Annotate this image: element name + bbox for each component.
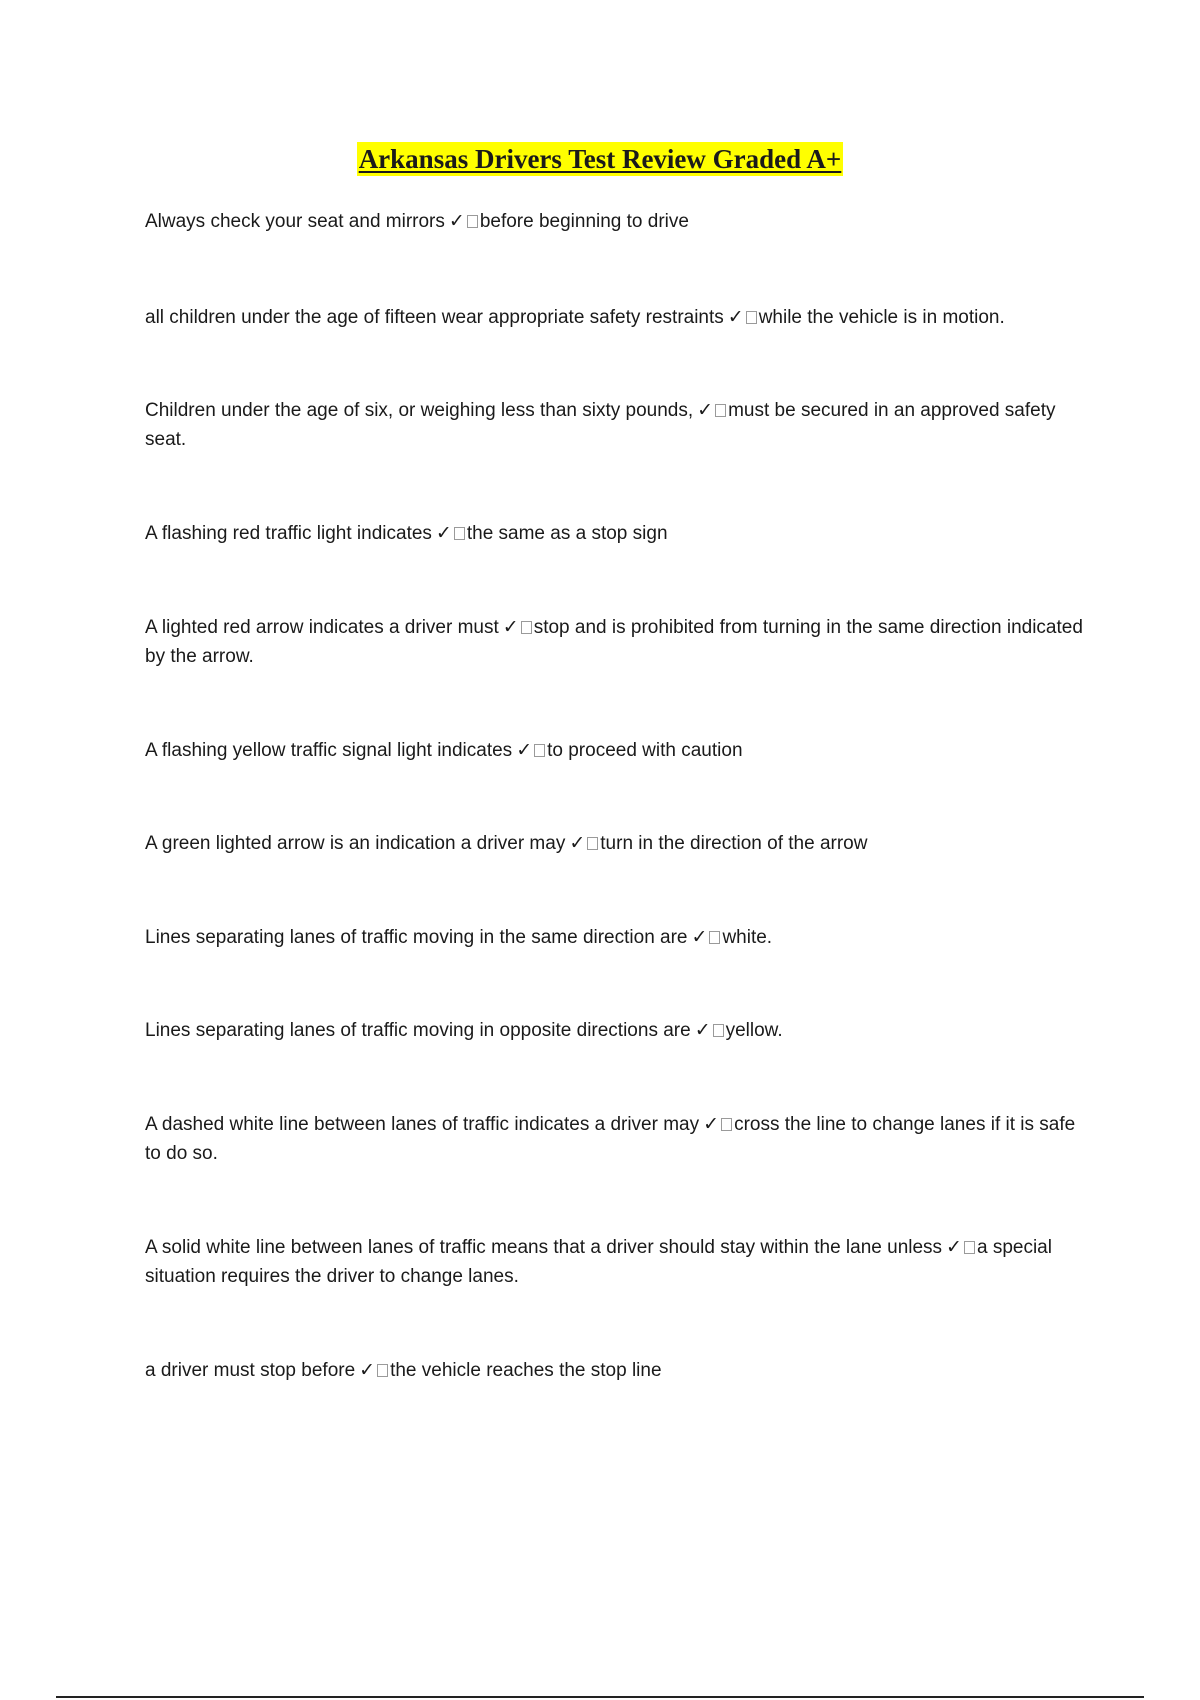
check-mark-icon: ✓ (448, 210, 465, 232)
qa-item (145, 736, 1090, 765)
footer-rule (56, 1696, 1144, 1698)
title-container (0, 142, 1200, 176)
empty-box-icon (721, 1118, 732, 1131)
qa-item (145, 519, 1090, 548)
check-mark-icon: ✓ (946, 1236, 962, 1258)
document-title: Arkansas Drivers Test Review Graded A+ (358, 144, 842, 174)
question-text: Lines separating lanes of traffic moving in opposite directions are (145, 1020, 691, 1041)
answer-text: to proceed with caution (547, 740, 743, 761)
qa-item (145, 1356, 1090, 1385)
check-mark-icon: ✓ (569, 832, 586, 854)
check-mark-icon: ✓ (694, 1019, 711, 1041)
answer-text: while the vehicle is in motion. (758, 307, 1005, 328)
question-text: A green lighted arrow is an indication a driver may (145, 833, 566, 854)
check-mark-icon: ✓ (697, 399, 714, 421)
qa-item (145, 1016, 1090, 1045)
qa-item (145, 1233, 1090, 1291)
empty-box-icon (467, 215, 478, 228)
answer-text: the same as a stop sign (466, 523, 668, 544)
answer-text: cross the line to change lanes if it is safe to do so. (145, 1114, 1076, 1164)
check-mark-icon: ✓ (502, 616, 519, 638)
empty-box-icon (534, 744, 545, 757)
answer-text: turn in the direction of the arrow (600, 833, 868, 854)
question-text: a driver must stop before (145, 1360, 356, 1381)
check-mark-icon: ✓ (359, 1359, 376, 1381)
check-mark-icon: ✓ (435, 522, 452, 544)
question-text: A flashing red traffic light indicates (145, 523, 432, 544)
question-text: all children under the age of fifteen wear appropriate safety restraints (145, 307, 724, 328)
question-text: Children under the age of six, or weighing less than sixty pounds, (145, 400, 694, 421)
check-mark-icon: ✓ (691, 926, 708, 948)
qa-item (145, 613, 1090, 671)
answer-text: a special situation requires the driver to change lanes. (145, 1237, 1052, 1287)
answer-text: must be secured in an approved safety seat. (145, 400, 1056, 450)
answer-text: before beginning to drive (479, 211, 689, 232)
question-text: Lines separating lanes of traffic moving in the same direction are (145, 927, 688, 948)
empty-box-icon (587, 837, 598, 850)
empty-box-icon (521, 621, 532, 634)
qa-item (145, 303, 1090, 332)
question-text: A lighted red arrow indicates a driver must (145, 617, 499, 638)
qa-item (145, 829, 1090, 858)
empty-box-icon (454, 527, 465, 540)
question-text: Always check your seat and mirrors (145, 211, 445, 232)
empty-box-icon (964, 1241, 975, 1254)
answer-text: white. (722, 927, 773, 948)
answer-text: yellow. (725, 1020, 783, 1041)
answer-text: stop and is prohibited from turning in the same direction indicated by the arrow. (145, 617, 1083, 667)
empty-box-icon (709, 931, 720, 944)
qa-item (145, 207, 1090, 236)
answer-text: the vehicle reaches the stop line (390, 1360, 662, 1381)
question-text: A solid white line between lanes of traffic means that a driver should stay within the lane unless (145, 1237, 943, 1258)
empty-box-icon (746, 311, 757, 324)
question-text: A dashed white line between lanes of traffic indicates a driver may (145, 1114, 700, 1135)
question-text: A flashing yellow traffic signal light indicates (145, 740, 513, 761)
check-mark-icon: ✓ (727, 306, 744, 328)
check-mark-icon: ✓ (703, 1113, 720, 1135)
empty-box-icon (377, 1364, 388, 1377)
qa-item (145, 396, 1090, 454)
empty-box-icon (715, 404, 726, 417)
check-mark-icon: ✓ (516, 739, 533, 761)
qa-item (145, 923, 1090, 952)
qa-item (145, 1110, 1090, 1168)
empty-box-icon (713, 1024, 724, 1037)
